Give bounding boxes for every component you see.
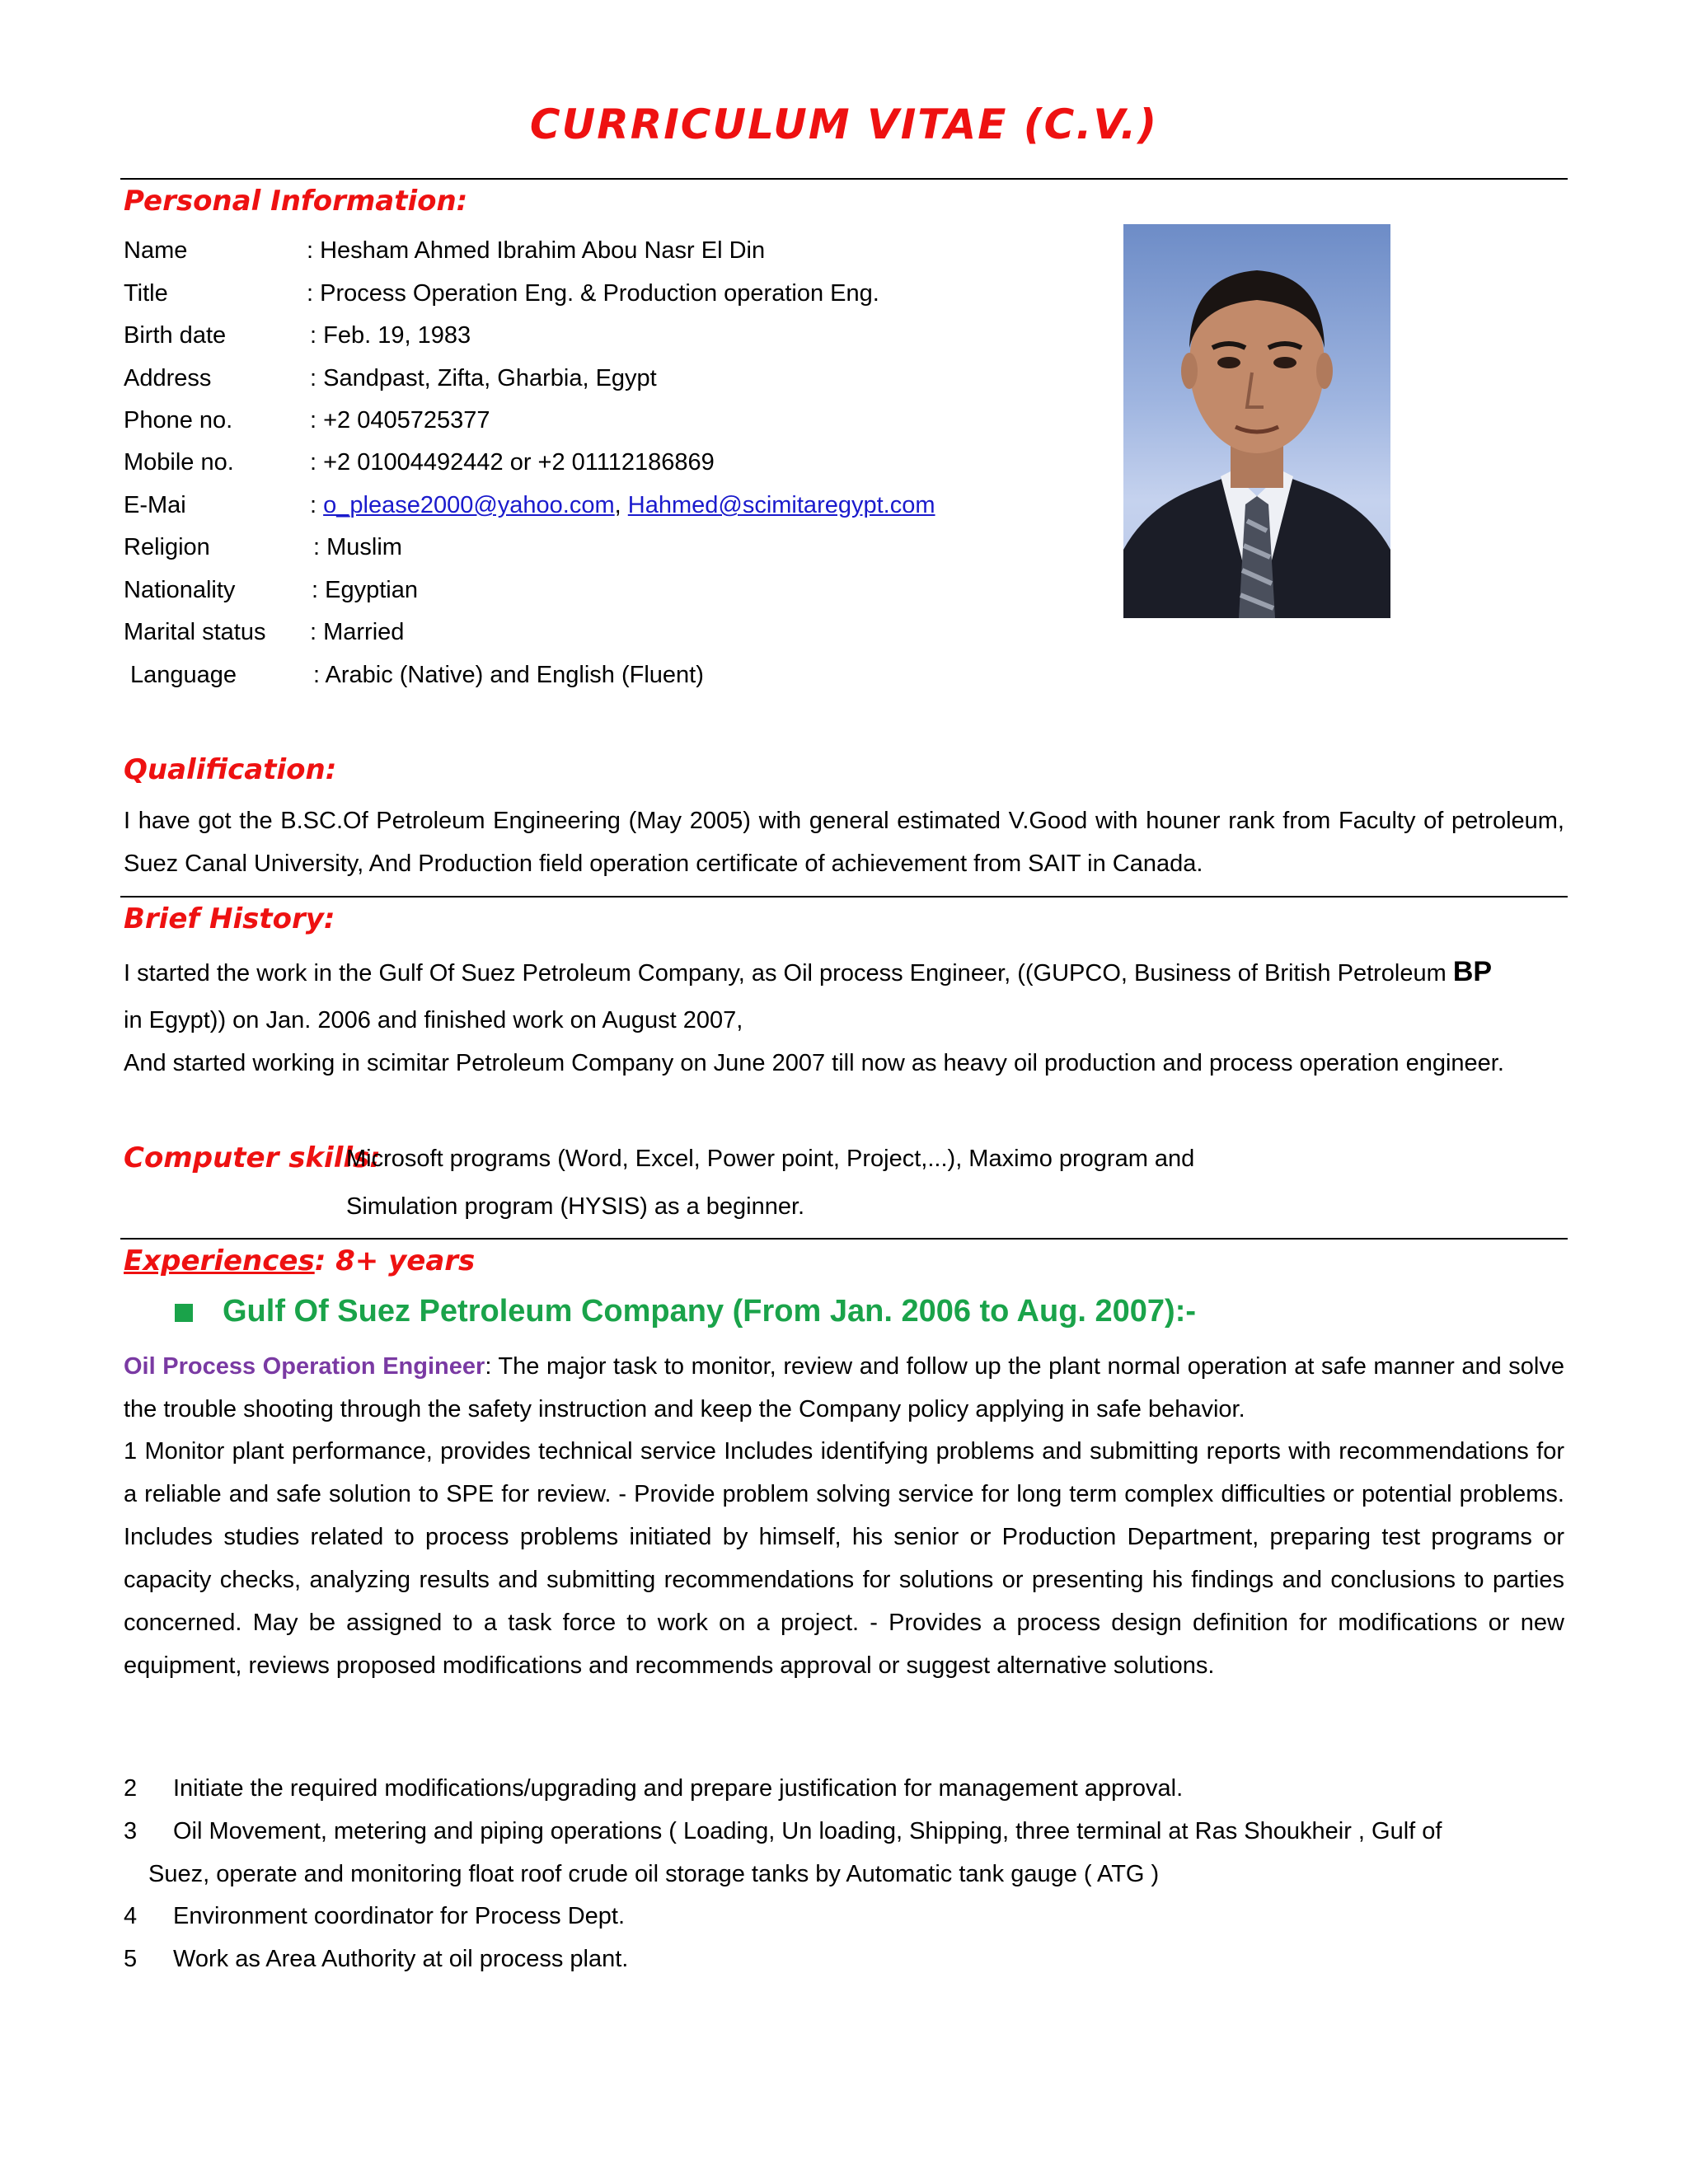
- item-text: Environment coordinator for Process Dept.: [173, 1903, 626, 1929]
- info-label: Phone no.: [124, 407, 233, 434]
- brief-history-heading: Brief History:: [124, 902, 335, 935]
- divider: [120, 896, 1568, 898]
- history-line-2: in Egypt)) on Jan. 2006 and finished work on August 2007,: [124, 1007, 743, 1033]
- item-number: 5: [124, 1946, 138, 1972]
- experiences-heading: [124, 1244, 475, 1277]
- experiences-years: : 8+ years: [314, 1244, 476, 1277]
- experience-item-3-continued: Suez, operate and monitoring float roof crude oil storage tanks by Automatic tank gauge ( ATG ): [148, 1861, 1160, 1887]
- role-title: Oil Process Operation Engineer: [124, 1353, 485, 1380]
- email-separator: ,: [614, 492, 621, 518]
- qualification-text: I have got the B.SC.Of Petroleum Engineering (May 2005) with general estimated V.Good with houner rank from Faculty of petroleum, Suez Canal University, And Production field operation certificate of achievement from SAIT in Canada.: [124, 808, 1564, 877]
- info-label: Address: [124, 365, 212, 391]
- divider: [120, 1238, 1568, 1240]
- info-value: : Egyptian: [312, 577, 418, 603]
- info-label: Religion: [124, 534, 210, 560]
- cv-title: CURRICULUM VITAE (C.V.): [529, 101, 1159, 148]
- item-text: Initiate the required modifications/upgrading and prepare justification for management approval.: [173, 1775, 1184, 1802]
- info-label: Nationality: [124, 577, 236, 603]
- profile-photo: [1123, 224, 1390, 618]
- bp-bold: BP: [1452, 956, 1493, 987]
- info-label: Marital status: [124, 619, 266, 645]
- info-label: E-Mai: [124, 492, 186, 518]
- info-value: : Muslim: [313, 534, 402, 560]
- item-number: 4: [124, 1903, 138, 1929]
- divider: [120, 178, 1568, 180]
- role-description: : The major task to monitor, review and follow up the plant normal operation at safe manner and solve the trouble shooting through the safety instruction and keep the Company policy applying in safe behavior.: [124, 1353, 1565, 1422]
- info-label: Language: [130, 662, 237, 688]
- computer-skills-heading: Computer skills:: [124, 1141, 381, 1174]
- history-line-1: [124, 956, 1492, 988]
- item-text: Oil Movement, metering and piping operations ( Loading, Un loading, Shipping, three terminal at Ras Shoukheir , Gulf of: [173, 1818, 1442, 1844]
- info-label: Birth date: [124, 322, 227, 349]
- personal-info-heading: Personal Information:: [124, 185, 468, 218]
- item-text: Work as Area Authority at oil process plant.: [173, 1946, 629, 1972]
- experiences-heading-label: Experiences: [124, 1244, 315, 1277]
- email-colon: :: [310, 492, 317, 518]
- skills-line-1: Microsoft programs (Word, Excel, Power point, Project,...), Maximo program and: [346, 1146, 1195, 1172]
- info-value: : +2 0405725377: [310, 407, 490, 434]
- history-line-3: And started working in scimitar Petroleum Company on June 2007 till now as heavy oil production and process operation engineer.: [124, 1050, 1504, 1076]
- qualification-heading: Qualification:: [124, 753, 337, 786]
- info-label: Name: [124, 237, 188, 264]
- item-number: 2: [124, 1775, 138, 1802]
- skills-line-2: Simulation program (HYSIS) as a beginner.: [346, 1193, 805, 1220]
- info-value: : Process Operation Eng. & Production operation Eng.: [307, 280, 879, 307]
- info-value: [310, 492, 935, 519]
- info-value: : Sandpast, Zifta, Gharbia, Egypt: [310, 365, 657, 391]
- info-label: Title: [124, 280, 168, 307]
- info-value: : Hesham Ahmed Ibrahim Abou Nasr El Din: [307, 237, 766, 264]
- info-label: Mobile no.: [124, 449, 234, 476]
- square-bullet-icon: [175, 1304, 193, 1322]
- history-line-1-text: I started the work in the Gulf Of Suez Petroleum Company, as Oil process Engineer, ((GUPCO, Business of British Petroleum: [124, 960, 1453, 987]
- email-link-scimitar[interactable]: Hahmed@scimitaregypt.com: [627, 492, 935, 518]
- role-paragraph: [124, 1345, 1564, 1431]
- portrait-image: [1123, 224, 1390, 618]
- email-link-yahoo[interactable]: o_please2000@yahoo.com: [323, 492, 615, 518]
- info-value: : Feb. 19, 1983: [310, 322, 471, 349]
- company-heading: Gulf Of Suez Petroleum Company (From Jan. 2006 to Aug. 2007):-: [223, 1294, 1197, 1329]
- info-value: : Married: [310, 619, 405, 645]
- experience-item-1: 1 Monitor plant performance, provides technical service Includes identifying problems and submitting reports with recommendations for a reliable and safe solution to SPE for review. - Provide problem solving service for long term complex difficulties or potential problems. Includes studies related to process problems initiated by himself, his senior or Production Department, preparing test programs or capacity checks, analyzing results and submitting recommendations for solutions or presenting his findings and conclusions to parties concerned. May be assigned to a task force to work on a project. - Provides a process design definition for modifications or new equipment, reviews proposed modifications and recommends approval or suggest alternative solutions.: [124, 1438, 1564, 1679]
- info-value: : +2 01004492442 or +2 01112186869: [310, 449, 715, 476]
- info-value: : Arabic (Native) and English (Fluent): [313, 662, 704, 688]
- item-number: 3: [124, 1818, 138, 1844]
